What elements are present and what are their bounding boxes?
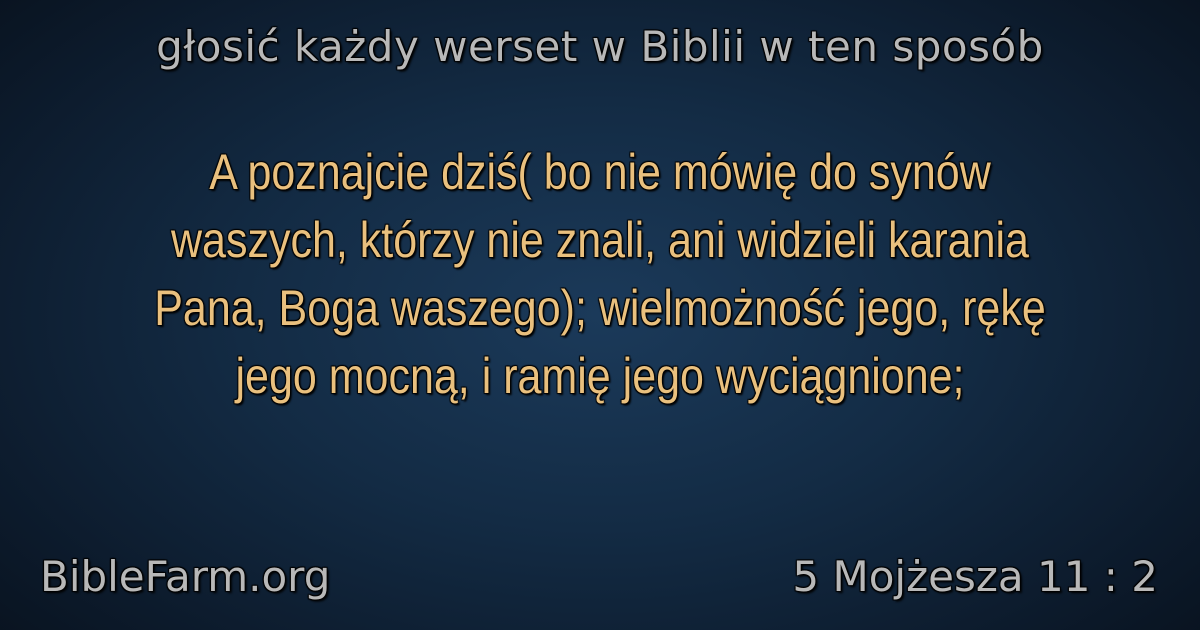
tagline: głosić każdy werset w Biblii w ten sposób bbox=[156, 22, 1044, 71]
verse-line: Pana, Boga waszego); wielmożność jego, rękę bbox=[154, 280, 1046, 336]
verse-reference: 5 Mojżesza 11 : 2 bbox=[792, 552, 1158, 601]
verse-line: jego mocną, i ramię jego wyciągnione; bbox=[235, 348, 965, 404]
site-name: BibleFarm.org bbox=[40, 552, 331, 601]
verse-line: waszych, którzy nie znali, ani widzieli karania bbox=[171, 212, 1029, 268]
verse-text bbox=[118, 138, 1081, 410]
verse-line: A poznajcie dziś( bo nie mówię do synów bbox=[209, 144, 991, 200]
